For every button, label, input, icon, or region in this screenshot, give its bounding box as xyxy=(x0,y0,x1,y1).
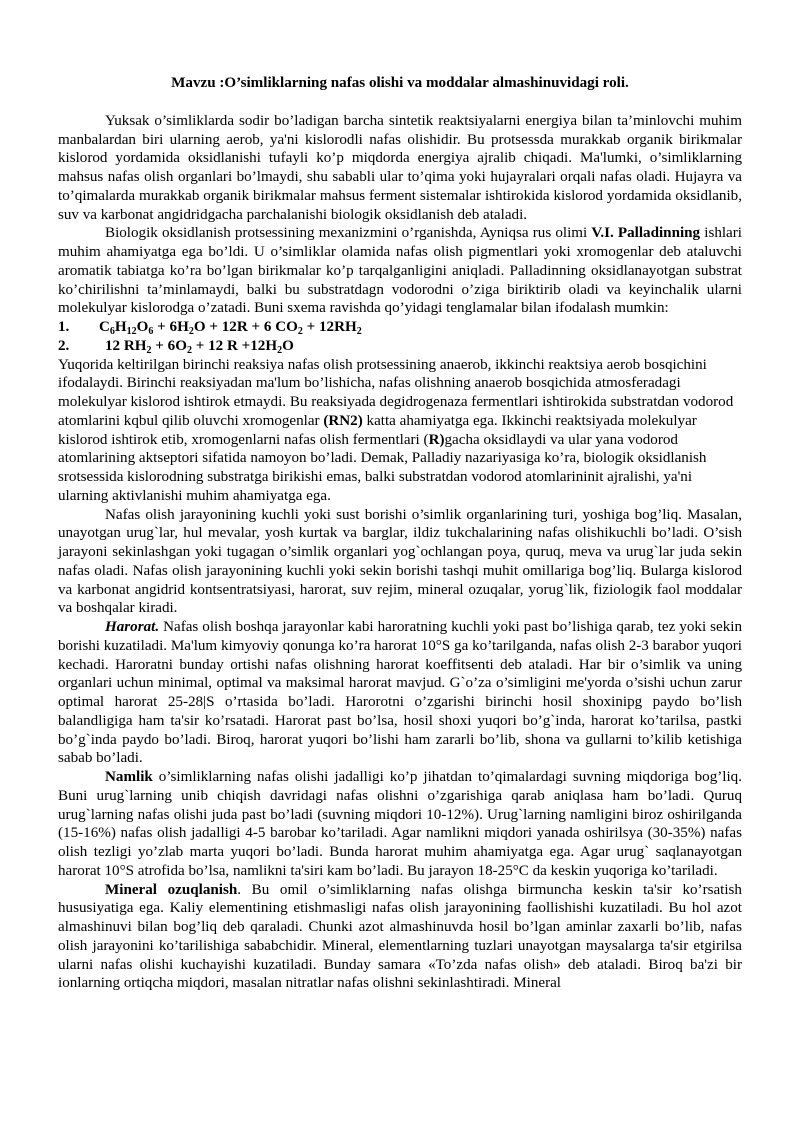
paragraph-humidity: Namlik o’simliklarning nafas olishi jadalligi ko’p jihatdan to’qimalardagi suvning miqdoriga bog’liq. Buni urug`larning unib chiqish davridagi nafas olishni o’zgarishiga qarab aniqlasa ham bo’ladi. Quruq urug`larning nafas olishi juda past bo’ladi (suvning miqdori 10-12%). Urug`larning namligini biroz oshirilganda (15-16%) nafas olish jadalligi 4-5 barobar ko’tariladi. Agar namlikni miqdori yanada oshirilsya (30-35%) nafas olish tezligi yo’zlab marta yuqori bo’ladi. Bunda harorat muhim ahamiyatga ega. Agar urug` saqlanayotgan harorat 10°S atrofida bo’lsa, namlikni ta'siri kam bo’ladi. Bu jarayon 18-25°C da keskin yuqoriga ko’tariladi. xyxy=(58,769,742,879)
enzyme-label: R) xyxy=(428,431,445,448)
paragraph-temperature: Harorat. Nafas olish boshqa jarayonlar kabi haroratning kuchli yoki past bo’lishiga qarab, tez yoki sekin borishi kuzatiladi. Ma'lum kimyoviy qonunga ko’ra harorat 10°S ga ko’tarilganda, nafas olish 2-3 barabor yuqori kechadi. Haroratni bunday ortishi nafas olishning harorat koeffitsenti deb ataladi. Har bir o’simlik va uning organlari uchun minimal, optimal va maksimal harorat mavjud. G`o’za o’simligini me'yorda o’sishi uchun zarur optimal harorat 25-28|S o’rtasida bo’ladi. Harorotni o’zgarishi birinchi hosil shoxinipg paydo bo’lish balandligiga ham ta'sir ko’rsatadi. Harorat past bo’lsa, hosil shoxi yuqori bo’g`inda, harorat ko’tarilsa, pastki bo’g`inda paydo bo’ladi. Biroq, harorat yuqori bo’lishi ham zararli bo’lib, shona va gullarni to’kilib ketishiga sabab bo’ladi. xyxy=(58,619,742,767)
equation-2-number: 2. xyxy=(58,337,70,354)
paragraph-palladin xyxy=(58,224,742,318)
paragraph-intro: Yuksak o’simliklarda sodir bo’ladigan barcha sintetik reaktsiyalarni energiya bilan ta’minlovchi muhim manbalardan biri ularning aerob, ya'ni kislorodli nafas olishidir. Bu protsessda murakkab organik birikmalar kislorod yordamida oksidlanishi tufayli ko’p miqdorda energiya ajralib chiqadi. Ma'lumki, o’simliklarning mahsus nafas olish organlari bo’lmaydi, shu sababli ular to’qima yoki hujayralari orqali nafas oladi. Hujayra va to’qimalarda murakkab organik birikmalar mahsus ferment sistemalar ishtirokida kislorod yordamida oksidlanib, suv va karbonat angidridgacha parchalanishi biologik oksidlanish deb ataladi. xyxy=(58,112,742,223)
equation-1-number: 1. xyxy=(58,319,70,335)
document-title: Mavzu :O’simliklarning nafas olishi va moddalar almashinuvidagi roli. xyxy=(171,75,629,91)
paragraph-respiration-intensity: Nafas olish jarayonining kuchli yoki sust borishi o’simlik organlarining turi, yoshiga bog’liq. Masalan, unayotgan urug`lar, hul mevalar, yosh kurtak va barglar, ildiz tukchalarining nafas olishikuchli bo’ladi. O’sish jarayoni sekinlashgan yoki tugagan o’simlik organlari yog`ochlangan poya, quruq, meva va urug`lar juda sekin nafas oladi. Nafas olish jarayonining kuchli yoki sekin borishi tashqi muhit omillariga bog’liq. Bularga kislorod va karbonat angidrid kontsentratsiyasi, harorat, suv rejim, mineral ozuqalar, yorug`lik, fiziologik faol moddalar va boshqalar kiradi. xyxy=(58,506,742,617)
humidity-heading: Namlik xyxy=(105,769,153,785)
equation-1 xyxy=(58,318,742,337)
equation-2 xyxy=(58,337,742,356)
equation-2-formula: 12 $RH_2 + 6O_2 + 12$ $R +12H_2O$ xyxy=(105,337,294,356)
paragraph-palladin-start: Biologik oksidlanish protsessining mexanizmini o’rganishda, Ayniqsa rus olimi xyxy=(105,225,592,242)
mineral-nutrition-heading: Mineral ozuqlanish xyxy=(105,881,238,898)
temperature-heading: Harorat. xyxy=(105,619,160,635)
scientist-name: V.I. Palladinning xyxy=(591,225,701,242)
paragraph-mineral-nutrition: Mineral ozuqlanish. Bu omil o’simliklarning nafas olishga birmuncha keskin ta'sir ko’rsatish hususiyatiga ega. Kaliy elementining etishmasligi nafas olish jarayonining faollishishi kuzatiladi. Bu hol azot almashinuvi bilan bog’liq deb qaraladi. Chunki azot almashinuvda hosil bo’lgan aminlar zaxarli bo’lib, nafas olish jarayonini ko’tarilishiga sababchidir. Mineral, elementlarning tuzlari unayotgan maysalarga ta'sir etgirilsa ularni nafas olishi kuchayishi kuzatiladi. Bunday samara «To’zda nafas olish» deb ataladi. Biroq ba'zi bir ionlarning ortiqcha miqdori, masalan nitratlar nafas olishni sekinlashtiradi. Mineral xyxy=(58,881,742,992)
equation-1-formula: $C_6H_{12}O_6 + 6H_2O + 12R + 6$ $CO_2 + 12RH_2$ xyxy=(99,319,362,337)
chromogen-label: (RN2) xyxy=(323,412,363,429)
paragraph-palladin-end: ishlari muhim ahamiyatga ega bo’ldi. U o’simliklar olamida nafas olish pigmentlari yoki xromogenlar deb ataluvchi aromatik tabiatga ko’ra bo’lgan birikmalar ko’p tarqalganligini aniqladi. Palladinning oksidlanayotgan substrat ko’chirilishni ta’minlamaydi, balki bu substratdagn vodorodni o’ziga biriktirib oladi va keyinchalik ularni molekulyar kislorodga o’zatadi. Buni sxema ravishda qo’yidagi tenglamalar bilan ifodalash mumkin: xyxy=(58,225,742,317)
paragraph-reactions: Yuqorida keltirilgan birinchi reaksiya nafas olish protsessining anaerob, ikkinchi reaktsiya aerob bosqichini ifodalaydi. Birinchi reaksiyadan ma'lum bo’lishicha, nafas olishning anaerob bosqichida atmosferadagi molekulyar kislorod ishtirok etmaydi. Bu reaksiyada degidrogenaza fermentlari ishtirokida substratdan vodorod atomlarini kqbul qilib oluvchi xromogenlar (RN2) katta ahamiyatga ega. Ikkinchi reaktsiyada molekulyar kislorod ishtirok etib, xromogenlarni nafas olish fermentlari (R)gacha oksidlaydi va ular yana vodorod atomlarining aktseptori sifatida namoyon bo’ladi. Demak, Palladiy nazariyasiga ko’ra, biologik oksidlanish srotsessida kislorodning substratga birikishi emas, balki substratdan vodorod atomlarininit ajralishi, ya'ni ularning aktivlanishi muhim ahamiyatga ega. xyxy=(58,356,734,504)
